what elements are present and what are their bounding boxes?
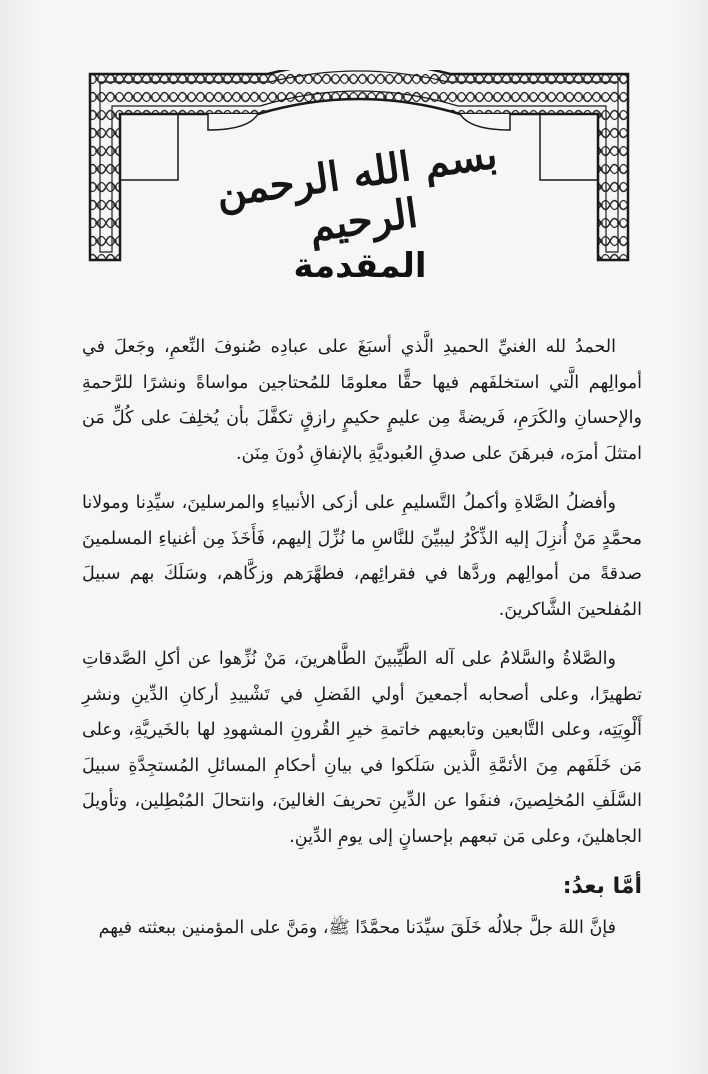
paragraph-3: والصَّلاةُ والسَّلامُ على آله الطَّيِّبينَ الطَّاهرينَ، مَنْ نُزِّهوا عن أكلِ الصَّدقاتِ تطهيرًا، وعلى أصحابه أجمعينَ أولي الفَضلِ في تَشْييدِ أركانِ الدِّينِ ونشرِ أَلْوِيَتِه، وعلى التَّابعين وتابعيهم خاتمةِ خيرِ القُرونِ المشهودِ لها بالخَيريَّةِ، وعلى مَن خَلَفَهم مِنَ الأئمَّةِ الَّذين سَلَكوا في بيانِ أحكامِ المسائلِ المُستجِدَّةِ سبيلَ السَّلَفِ المُخلِصينَ، فنفَوا عن الدِّينِ تحريفَ الغالينَ، وانتحالَ المُبْطِلين، وتأويلَ الجاهلينَ، وعلى مَن تبعهم بإحسانٍ إلى يومِ الدِّينِ. [82,649,642,847]
paragraph-4: فإنَّ اللهَ جلَّ جلالُه خَلَقَ سيِّدَنا محمَّدًا ﷺ، ومَنَّ على المؤمنين ببعثته فيهم [98,917,616,938]
basmala-calligraphy: بسم الله الرحمن الرحيم [213,130,501,252]
body-text [82,330,642,960]
paragraph-2: وأفضلُ الصَّلاةِ وأكملُ التَّسليمِ على أزكى الأنبياءِ والمرسلينَ، سيِّدِنا ومولانا محمَّدٍ مَنْ أُنزِلَ إليه الذِّكْرُ ليبيِّنَ للنَّاسِ ما نُزِّلَ إليهم، فَأَخَذَ مِن أغنياءِ المسلمينَ صدقةً من أموالِهم وردَّها في فقرائِهم، فطهَّرَهم وزكَّاهم، وسَلَكَ بهم سبيلَ المُفلحينَ الشَّاكرينَ. [82,493,642,620]
paragraph-1: الحمدُ لله الغنيِّ الحميدِ الَّذي أسبَغَ على عبادِه صُنوفَ النِّعمِ، وجَعلَ في أموالِهم الَّتي استخلفَهم فيها حقًّا معلومًا للمُحتاجين مواساةً ونشرًا للرَّحمةِ والإحسانِ والكَرَمِ، فَريضةً مِن عليمٍ حكيمٍ رازقٍ تكفَّلَ بأن يُخلِفَ على كُلِّ مَن امتثلَ أمرَه، فبرهَنَ على صدقِ العُبوديَّةِ بالإنفاقِ دُونَ مِنَن. [82,337,642,464]
amma-bad-heading: أمَّا بعدُ: [562,874,642,899]
page-title: المقدمة [293,246,427,286]
